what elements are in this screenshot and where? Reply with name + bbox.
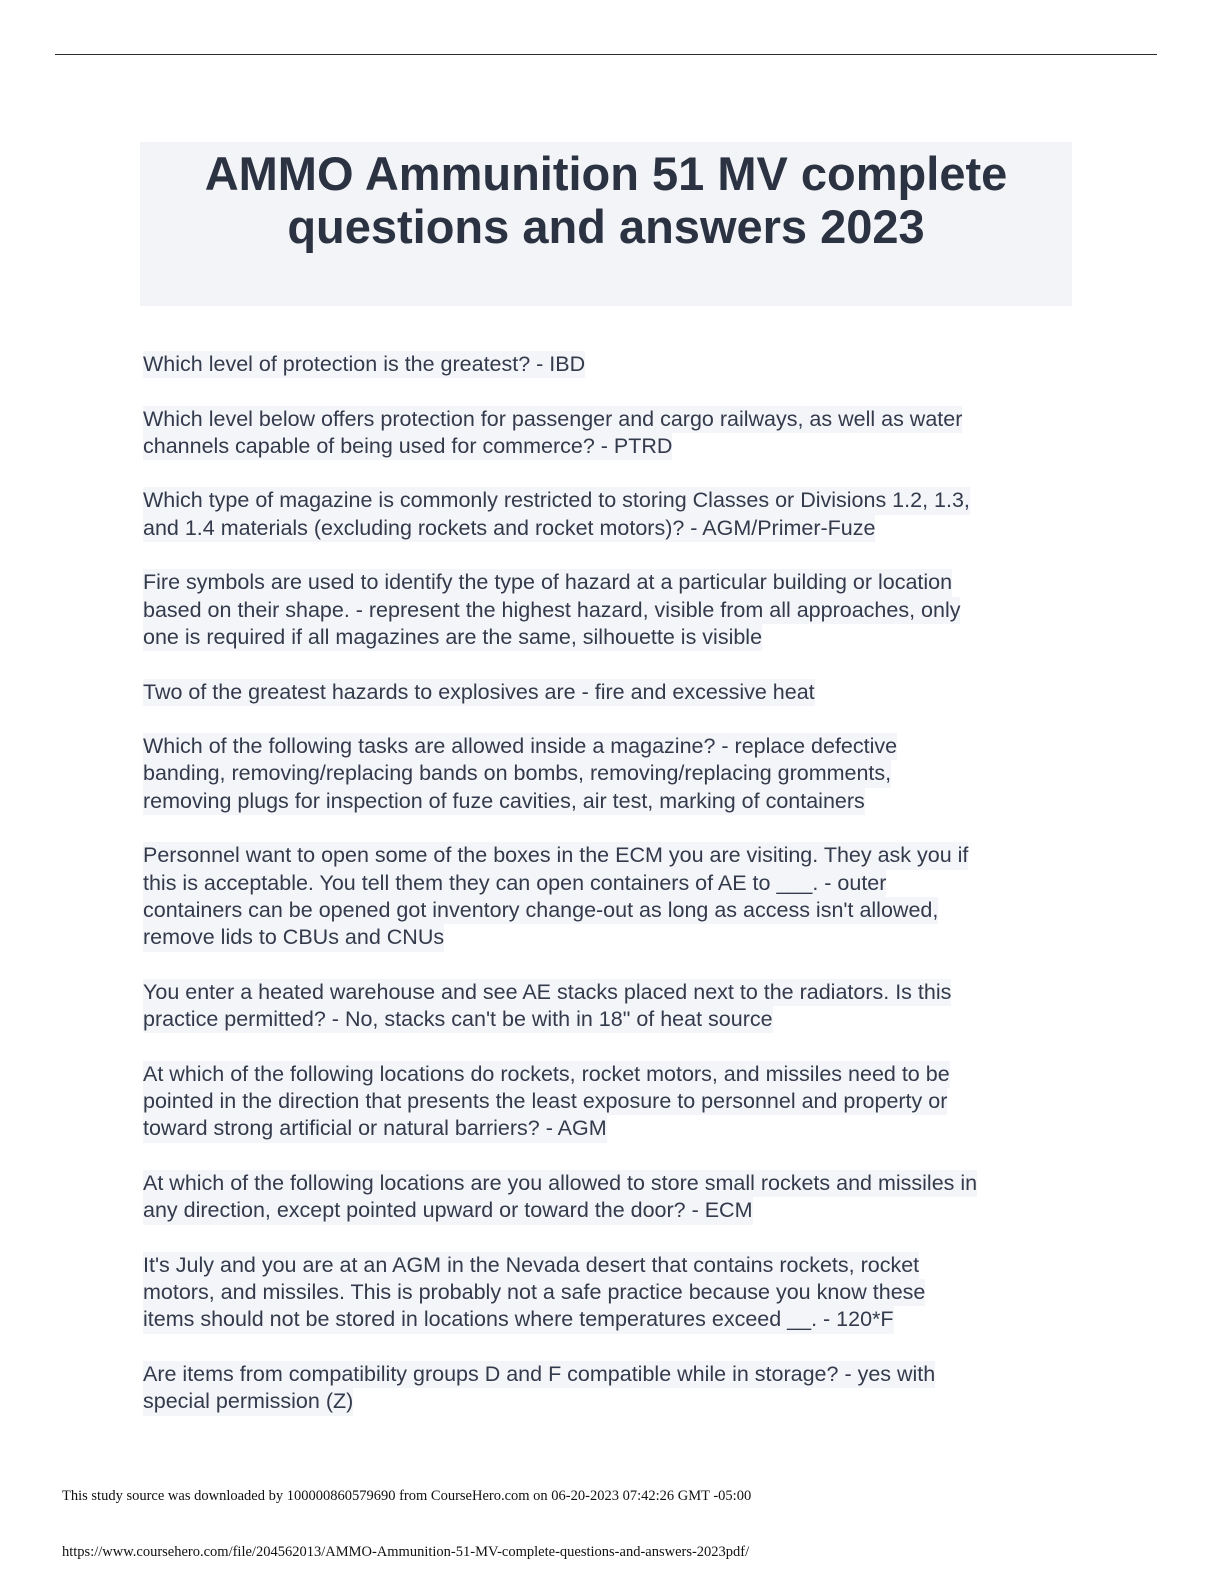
qa-line: removing plugs for inspection of fuze cavities, air test, marking of containers	[143, 788, 865, 815]
qa-line: this is acceptable. You tell them they can open containers of AE to ___. - outer	[143, 870, 886, 897]
qa-line: special permission (Z)	[143, 1388, 353, 1415]
qa-item	[143, 487, 1083, 542]
qa-item	[143, 842, 1083, 951]
qa-line: remove lids to CBUs and CNUs	[143, 924, 444, 951]
qa-item	[143, 679, 1083, 706]
top-rule	[55, 54, 1157, 55]
qa-line: and 1.4 materials (excluding rockets and rocket motors)? - AGM/Primer-Fuze	[143, 515, 875, 542]
qa-item	[143, 979, 1083, 1034]
qa-line: pointed in the direction that presents the least exposure to personnel and property or	[143, 1088, 947, 1115]
qa-item	[143, 733, 1083, 815]
qa-line: Which level below offers protection for passenger and cargo railways, as well as water	[143, 406, 962, 433]
qa-line: containers can be opened got inventory change-out as long as access isn't allowed,	[143, 897, 938, 924]
qa-line: toward strong artificial or natural barriers? - AGM	[143, 1115, 607, 1142]
qa-line: based on their shape. - represent the highest hazard, visible from all approaches, only	[143, 597, 960, 624]
qa-item	[143, 1061, 1083, 1143]
qa-line: Which level of protection is the greatest? - IBD	[143, 351, 585, 378]
qa-line: Fire symbols are used to identify the type of hazard at a particular building or location	[143, 569, 952, 596]
qa-line: Personnel want to open some of the boxes in the ECM you are visiting. They ask you if	[143, 842, 968, 869]
qa-line: items should not be stored in locations where temperatures exceed __. - 120*F	[143, 1306, 894, 1333]
qa-line: one is required if all magazines are the same, silhouette is visible	[143, 624, 762, 651]
qa-list	[143, 351, 1083, 1443]
qa-line: It's July and you are at an AGM in the Nevada desert that contains rockets, rocket	[143, 1252, 919, 1279]
qa-item	[143, 1252, 1083, 1334]
qa-item	[143, 1170, 1083, 1225]
qa-line: At which of the following locations are you allowed to store small rockets and missiles in	[143, 1170, 977, 1197]
source-url[interactable]: https://www.coursehero.com/file/204562013/AMMO-Ammunition-51-MV-complete-questions-and-answers-2023pdf/	[62, 1544, 750, 1560]
qa-line: At which of the following locations do rockets, rocket motors, and missiles need to be	[143, 1061, 950, 1088]
qa-line: Which type of magazine is commonly restricted to storing Classes or Divisions 1.2, 1.3,	[143, 487, 970, 514]
qa-item	[143, 351, 1083, 378]
qa-line: practice permitted? - No, stacks can't be with in 18" of heat source	[143, 1006, 773, 1033]
qa-item	[143, 406, 1083, 461]
document-title	[140, 142, 1072, 253]
qa-line: Are items from compatibility groups D and F compatible while in storage? - yes with	[143, 1361, 935, 1388]
title-box	[140, 142, 1072, 306]
qa-line: Which of the following tasks are allowed inside a magazine? - replace defective	[143, 733, 897, 760]
document-title-line-2: questions and answers 2023	[287, 200, 925, 253]
qa-line: any direction, except pointed upward or toward the door? - ECM	[143, 1197, 753, 1224]
qa-line: motors, and missiles. This is probably not a safe practice because you know these	[143, 1279, 925, 1306]
qa-line: You enter a heated warehouse and see AE stacks placed next to the radiators. Is this	[143, 979, 951, 1006]
download-note: This study source was downloaded by 100000860579690 from CourseHero.com on 06-20-2023 07:42:26 GMT -05:00	[62, 1488, 752, 1504]
qa-item	[143, 1361, 1083, 1416]
qa-line: Two of the greatest hazards to explosives are - fire and excessive heat	[143, 679, 815, 706]
document-title-line-1: AMMO Ammunition 51 MV complete	[204, 147, 1008, 200]
qa-line: banding, removing/replacing bands on bombs, removing/replacing gromments,	[143, 760, 891, 787]
qa-line: channels capable of being used for commerce? - PTRD	[143, 433, 672, 460]
qa-item	[143, 569, 1083, 651]
